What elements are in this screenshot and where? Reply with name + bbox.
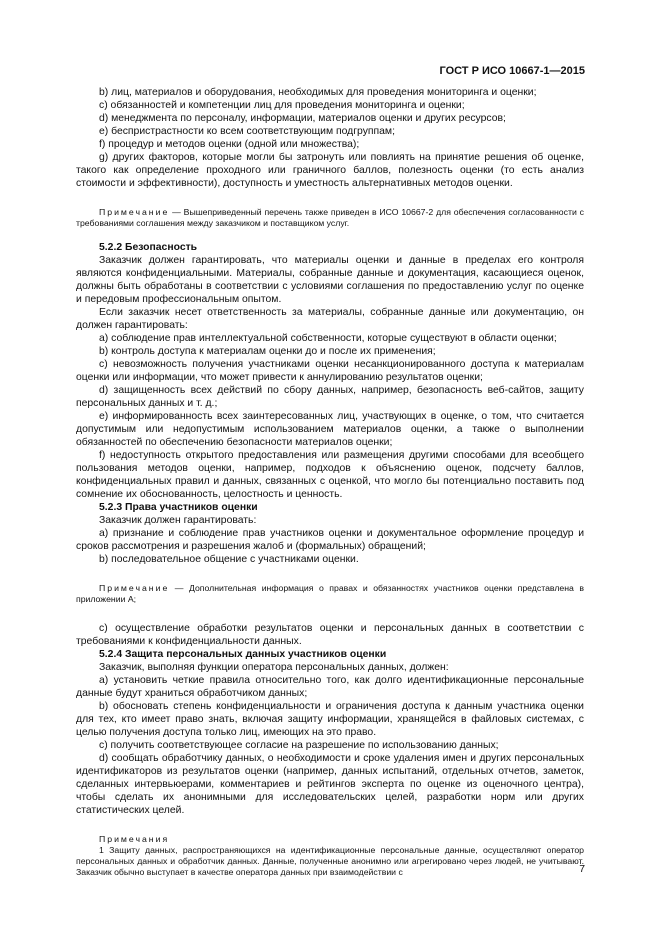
- list-item: g) других факторов, которые могли бы затронуть или повлиять на принятие решения об оценке, такого как определение проходного или граничного баллов, полезность оценки (то есть анализ стоимости и эффективности), доступность и уместность альтернативных методов оценки.: [76, 152, 584, 189]
- paragraph: Заказчик должен гарантировать, что материалы оценки и данные в пределах его контроля являются конфиденциальными. Материалы, собранные данные и документация, касающиеся оценок, должны быть обработаны в соответствии с условиями соглашения по предоставлению услуг по оценке и передовым профессиональным опытом.: [76, 255, 584, 305]
- list-item: b) лиц, материалов и оборудования, необходимых для проведения мониторинга и оценки;: [99, 87, 537, 98]
- standard-code: ГОСТ Р ИСО 10667-1—2015: [439, 65, 585, 77]
- page-content: [76, 86, 584, 878]
- list-item: e) информированность всех заинтересованных лиц, участвующих в оценке, о том, что считается допустимым или недопустимым использованием материалов оценки, а также о выполнении обязанностей по обеспечению безопасности материалов оценки;: [76, 411, 584, 448]
- list-item: a) соблюдение прав интеллектуальной собственности, которые существуют в области оценки;: [99, 333, 557, 344]
- list-item: b) последовательное общение с участниками оценки.: [99, 554, 359, 565]
- note-block: [76, 583, 584, 605]
- list-item: c) получить соответствующее согласие на разрешение по использованию данных;: [99, 740, 499, 751]
- section-heading: 5.2.2 Безопасность: [99, 242, 198, 253]
- paragraph: Заказчик должен гарантировать:: [99, 515, 257, 526]
- list-item: e) беспристрастности ко всем соответствующим подгруппам;: [99, 126, 395, 137]
- list-item: f) недоступность открытого предоставления или размещения другими способами для всеобщего пользования методов оценки, например, подходов к объяснению оценок, подсчету баллов, конфиденциальных правил и данных, связанных с оценкой, что могло бы потенциально поставить под сомнение их обоснованность, целостность и ценность.: [76, 450, 584, 500]
- list-item: b) обосновать степень конфиденциальности и ограничения доступа к данным участника оценки для тех, кто имеет право знать, включая защиту информации, хранящейся в файловых системах, с целью получения доступа только лиц, имеющих на это право.: [76, 701, 584, 738]
- section-heading: 5.2.4 Защита персональных данных участников оценки: [99, 649, 387, 660]
- section-heading: 5.2.3 Права участников оценки: [99, 502, 258, 513]
- list-item: c) невозможность получения участниками оценки несанкционированного доступа к материалам оценки или информации, что может привести к аннулированию результатов оценки;: [76, 359, 584, 383]
- paragraph: Если заказчик несет ответственность за материалы, собранные данные или документацию, он должен гарантировать:: [76, 307, 584, 331]
- list-item: a) установить четкие правила относительно того, как долго идентификационные персональные данные будут храниться обработчиком данных;: [76, 675, 584, 699]
- list-item: d) сообщать обработчику данных, о необходимости и сроке удаления имен и других персональных идентификаторов из результатов оценки (например, данных испытаний, отдельных отчетов, заметок, сделанных интервьюерами, комментариев и рейтингов эксперта по оценке из оценочного центра), чтобы сделать их анонимными для исследовательских целей, разработки норм или других статистических целей.: [76, 753, 584, 816]
- note-text: 1 Защиту данных, распространяющихся на идентификационные персональные данные, осуществляют оператор персональных данных и обработчик данных. Данные, полученные анонимно или агрегировано через людей, не учитывают. Заказчик обычно выступает в качестве оператора данных при взаимодействии с: [76, 845, 584, 877]
- notes-heading: [76, 834, 584, 845]
- list-item: f) процедур и методов оценки (одной или множества);: [99, 139, 360, 150]
- note-text: — Вышеприведенный перечень также приведен в ИСО 10667-2 для обеспечения согласованности с требованиями соглашения между заказчиком и поставщиком услуг.: [76, 207, 584, 228]
- paragraph: Заказчик, выполняя функции оператора персональных данных, должен:: [99, 662, 449, 673]
- note-label: Примечание: [99, 207, 170, 217]
- list-item: d) менеджмента по персоналу, информации, материалов оценки и других ресурсов;: [99, 113, 506, 124]
- list-item: d) защищенность всех действий по сбору данных, например, безопасность веб-сайтов, защиту персональных данных и т. д.;: [76, 385, 584, 409]
- list-item: c) обязанностей и компетенции лиц для проведения мониторинга и оценки;: [99, 100, 465, 111]
- list-item: b) контроль доступа к материалам оценки до и после их применения;: [99, 346, 436, 357]
- page-number: 7: [579, 864, 585, 875]
- note-block: [76, 207, 584, 229]
- notes-label: Примечания: [99, 834, 170, 844]
- note-text: — Дополнительная информация о правах и обязанностях участников оценки представлена в приложении А;: [76, 583, 584, 604]
- list-item: c) осуществление обработки результатов оценки и персональных данных в соответствии с требованиями к конфиденциальности данных.: [76, 623, 584, 647]
- note-label: Примечание: [99, 583, 170, 593]
- list-item: a) признание и соблюдение прав участников оценки и документальное оформление процедур и сроков рассмотрения и разрешения жалоб и (формальных) обращений;: [76, 528, 584, 552]
